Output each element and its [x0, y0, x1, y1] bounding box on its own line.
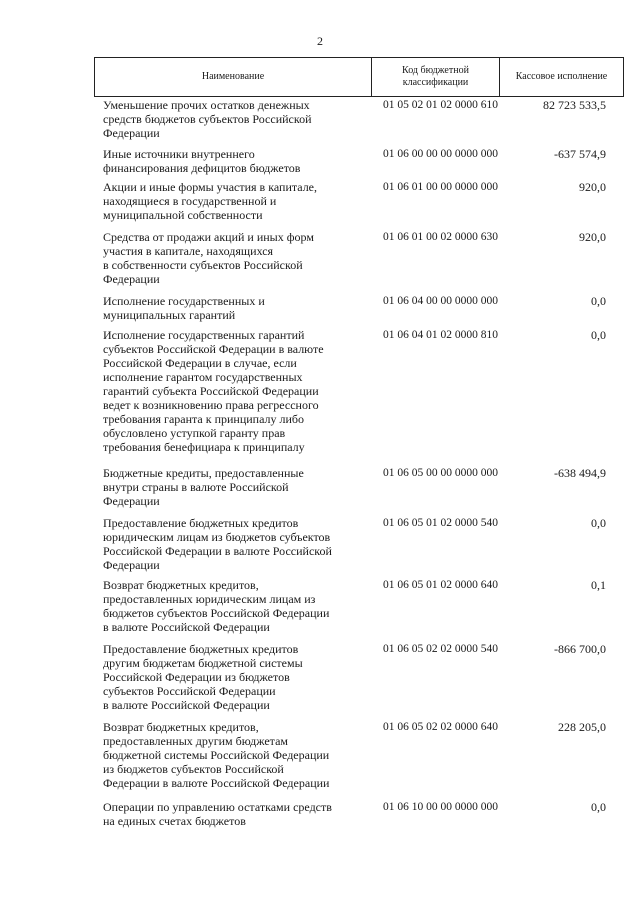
row-amount: 0,1: [591, 578, 606, 592]
row-code: 01 06 00 00 00 0000 000: [383, 148, 498, 160]
row-code: 01 06 01 00 00 0000 000: [383, 181, 498, 193]
row-amount: -638 494,9: [554, 466, 606, 480]
row-amount: 920,0: [579, 180, 606, 194]
header-amount: Кассовое исполнение: [515, 71, 608, 82]
row-name: Возврат бюджетных кредитов, предоставленных другим бюджетам бюджетной системы Российской Федерации из бюджетов субъектов Российской Федерации в валюте Российской Федерации: [103, 720, 330, 790]
row-amount: 0,0: [591, 516, 606, 530]
row-code: 01 06 10 00 00 0000 000: [383, 801, 498, 813]
row-amount: 0,0: [591, 800, 606, 814]
row-code: 01 06 04 01 02 0000 810: [383, 329, 498, 341]
row-code: 01 06 04 00 00 0000 000: [383, 295, 498, 307]
row-code: 01 05 02 01 02 0000 610: [383, 99, 498, 111]
row-name: Предоставление бюджетных кредитов другим бюджетам бюджетной системы Российской Федерации из бюджетов субъектов Российской Федерации в валюте Российской Федерации: [103, 642, 303, 712]
table-header: [94, 57, 624, 97]
row-name: Операции по управлению остатками средств на единых счетах бюджетов: [103, 800, 332, 828]
row-code: 01 06 05 02 02 0000 540: [383, 643, 498, 655]
row-code: 01 06 05 01 02 0000 640: [383, 579, 498, 591]
row-amount: 82 723 533,5: [543, 98, 606, 112]
row-amount: 228 205,0: [558, 720, 606, 734]
header-code: Код бюджетной классификации: [372, 58, 500, 96]
row-code: 01 06 01 00 02 0000 630: [383, 231, 498, 243]
row-amount: 920,0: [579, 230, 606, 244]
row-amount: -866 700,0: [554, 642, 606, 656]
row-name: Уменьшение прочих остатков денежных средств бюджетов субъектов Российской Федерации: [103, 98, 312, 140]
row-code: 01 06 05 00 00 0000 000: [383, 467, 498, 479]
row-name: Средства от продажи акций и иных форм участия в капитале, находящихся в собственности субъектов Российской Федерации: [103, 230, 314, 286]
row-name: Бюджетные кредиты, предоставленные внутри страны в валюте Российской Федерации: [103, 466, 304, 508]
row-name: Возврат бюджетных кредитов, предоставленных юридическим лицам из бюджетов субъектов Российской Федерации в валюте Российской Федерации: [103, 578, 330, 634]
row-name: Акции и иные формы участия в капитале, находящиеся в государственной и муниципальной собственности: [103, 180, 318, 222]
row-code: 01 06 05 02 02 0000 640: [383, 721, 498, 733]
row-name: Исполнение государственных гарантий субъектов Российской Федерации в валюте Российской Федерации в случае, если исполнение гарантом государственных гарантий субъекта Российской Федерации ведет к возникновению права регрессного требования гаранта к принципалу либо обусловлено уступкой гаранту прав требования бенефициара к принципалу: [103, 328, 324, 454]
row-name: Иные источники внутреннего финансирования дефицитов бюджетов: [103, 147, 301, 175]
header-name: Наименование: [95, 58, 372, 96]
row-name: Предоставление бюджетных кредитов юридическим лицам из бюджетов субъектов Российской Федерации в валюте Российской Федерации: [103, 516, 332, 572]
row-amount: 0,0: [591, 328, 606, 342]
row-amount: -637 574,9: [554, 147, 606, 161]
page-number: 2: [317, 34, 323, 48]
row-name: Исполнение государственных и муниципальных гарантий: [103, 294, 265, 322]
row-code: 01 06 05 01 02 0000 540: [383, 517, 498, 529]
row-amount: 0,0: [591, 294, 606, 308]
